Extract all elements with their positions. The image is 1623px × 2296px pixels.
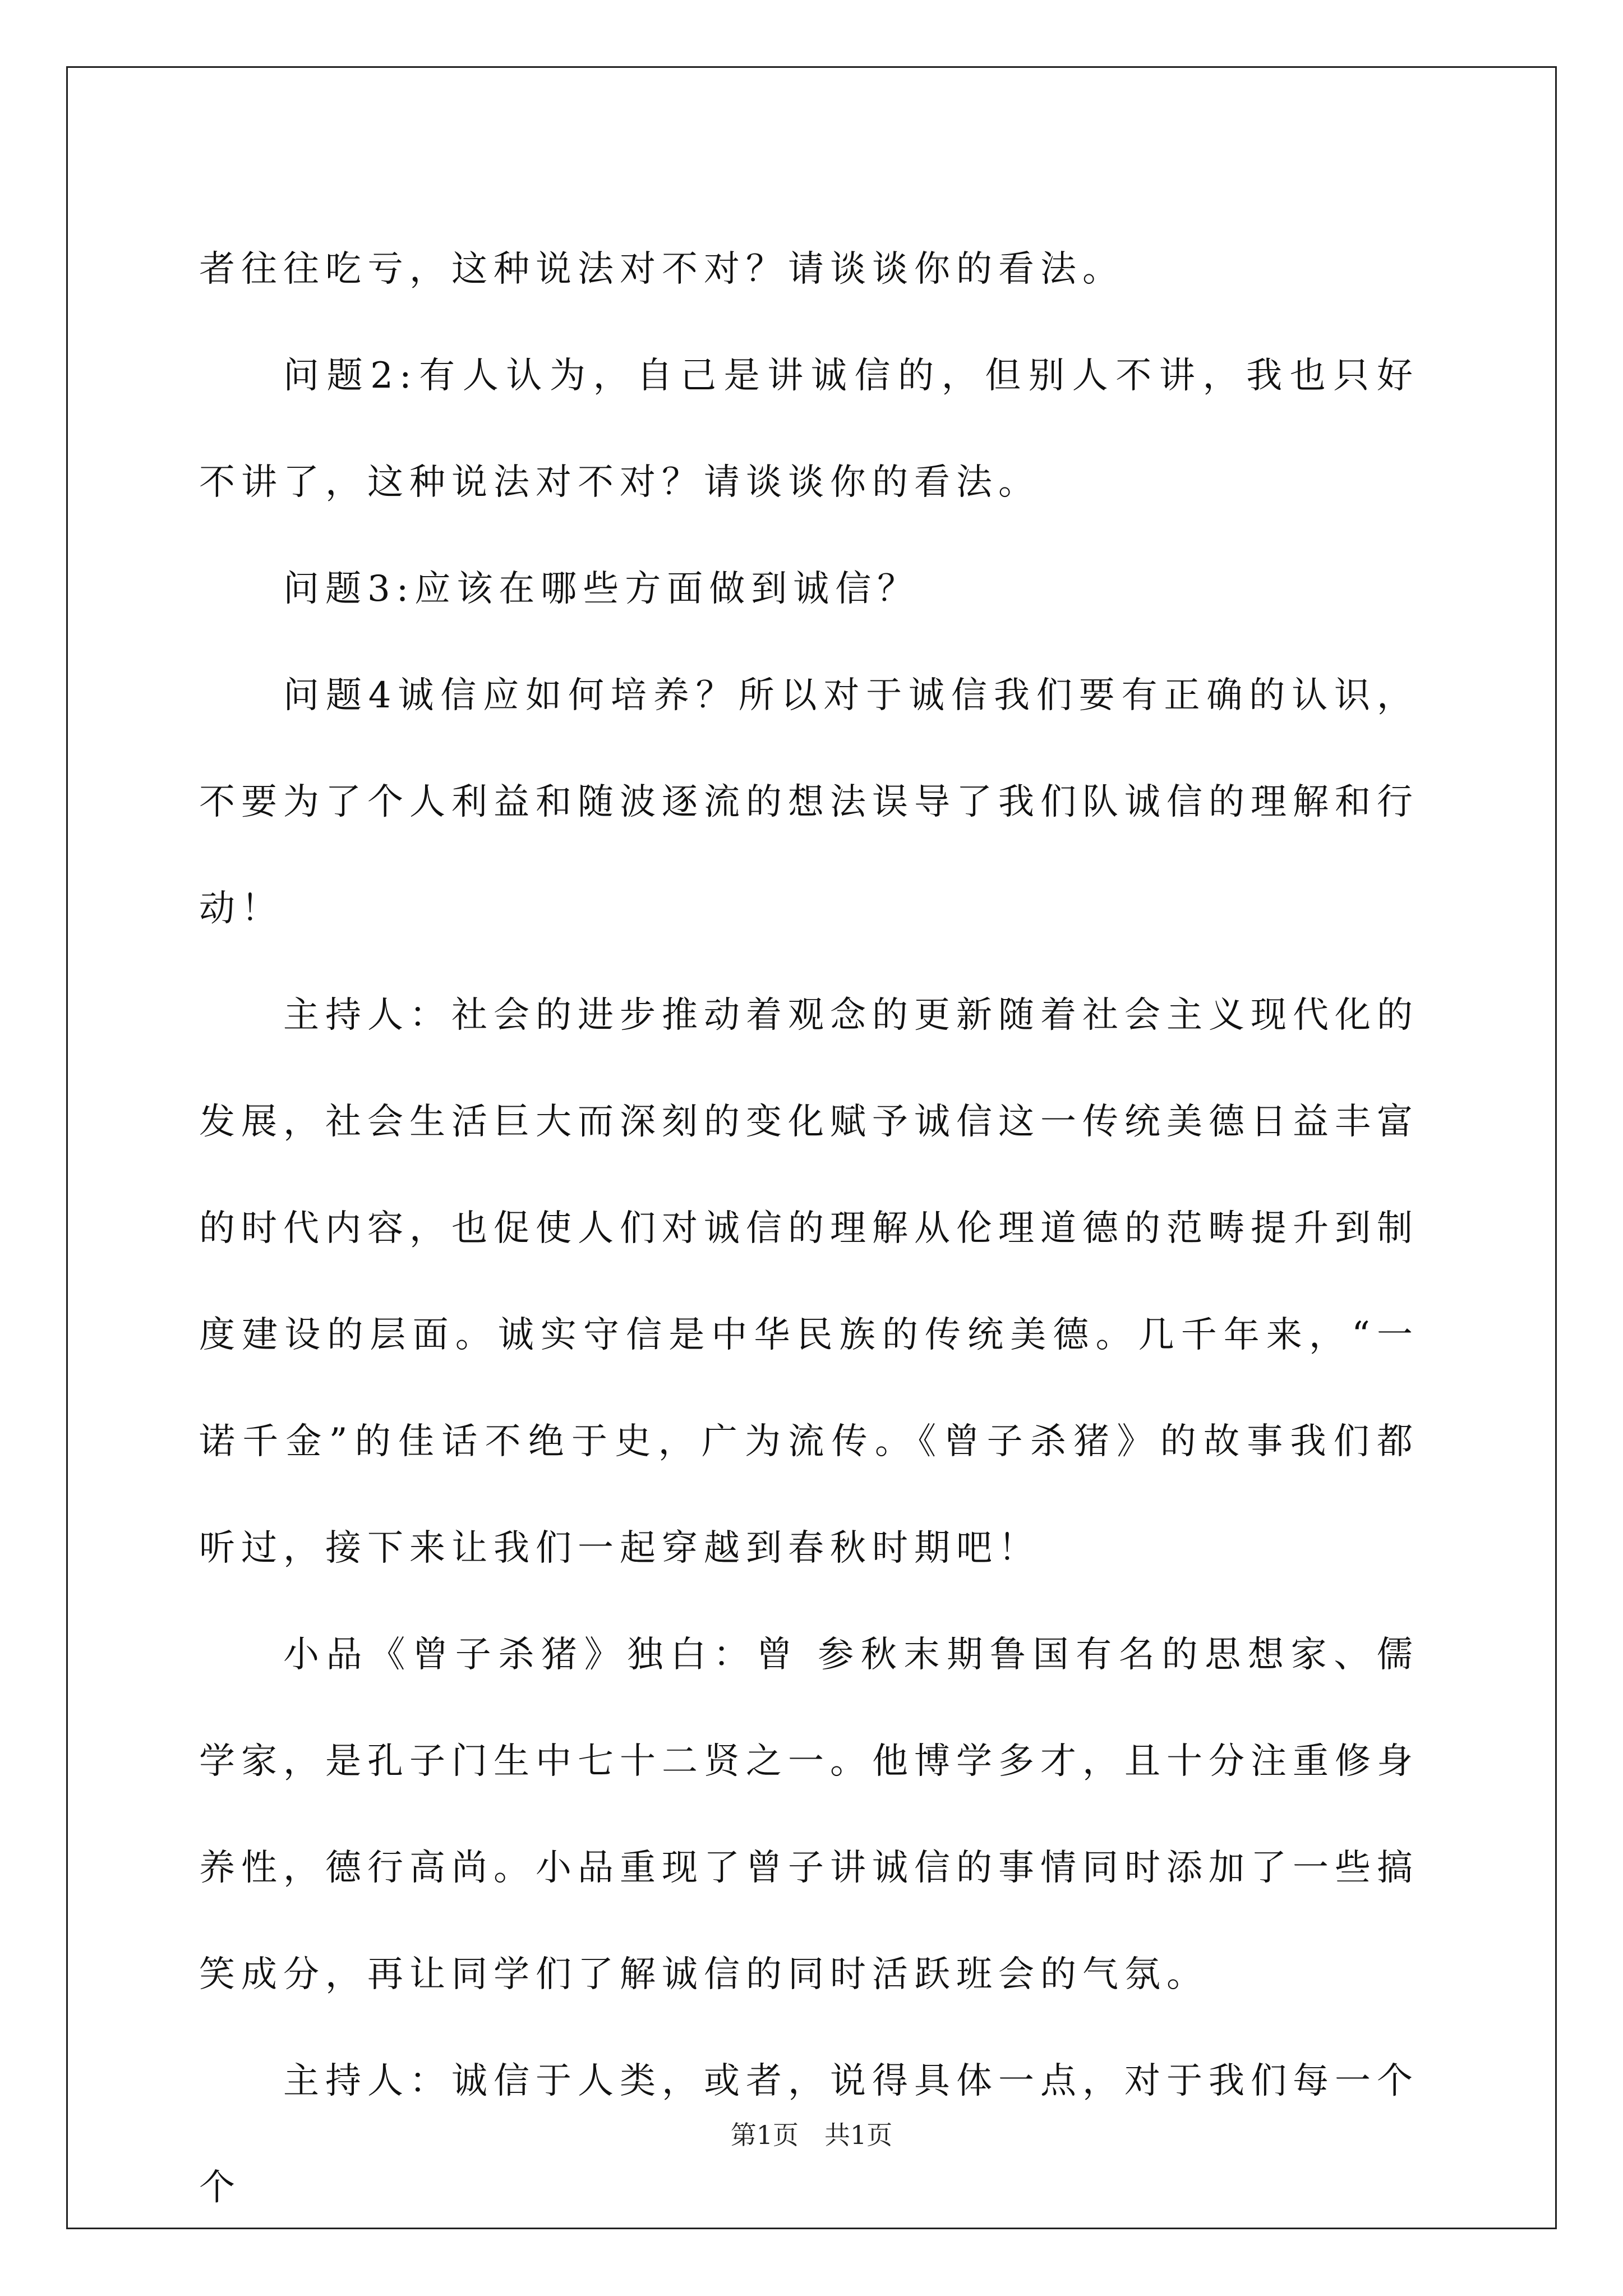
paragraph: 问题2:有人认为，自己是讲诚信的，但别人不讲，我也只好不讲了，这种说法对不对？请谈谈你的看法。: [199, 355, 1419, 503]
paragraph: 者往往吃亏，这种说法对不对？请谈谈你的看法。: [199, 249, 1124, 290]
paragraph: 问题3:应该在哪些方面做到诚信？: [283, 568, 920, 610]
paragraph: 问题4诚信应如何培养？所以对于诚信我们要有正确的认识，不要为了个人利益和随波逐流的想法误导了我们队诚信的理解和行动！: [199, 675, 1419, 930]
page-number-footer: 第1页 共1页: [730, 2120, 893, 2150]
paragraph: 小品《曾子杀猪》独白：曾 参秋末期鲁国有名的思想家、儒学家，是孔子门生中七十二贤之一。他博学多才，且十分注重修身养性，德行高尚。小品重现了曾子讲诚信的事情同时添加了一些搞笑成分，再让同学们了解诚信的同时活跃班会的气氛。: [199, 1634, 1419, 1995]
paragraph: 主持人：社会的进步推动着观念的更新随着社会主义现代化的发展，社会生活巨大而深刻的变化赋予诚信这一传统美德日益丰富的时代内容，也促使人们对诚信的理解从伦理道德的范畴提升到制度建设的层面。诚实守信是中华民族的传统美德。几千年来，“一诺千金”的佳话不绝于史，广为流传。《曾子杀猪》的故事我们都听过，接下来让我们一起穿越到春秋时期吧！: [199, 995, 1419, 1569]
paragraph: 主持人：诚信于人类，或者，说得具体一点，对于我们每一个个: [199, 2060, 1419, 2208]
document-body: [199, 216, 1419, 2241]
